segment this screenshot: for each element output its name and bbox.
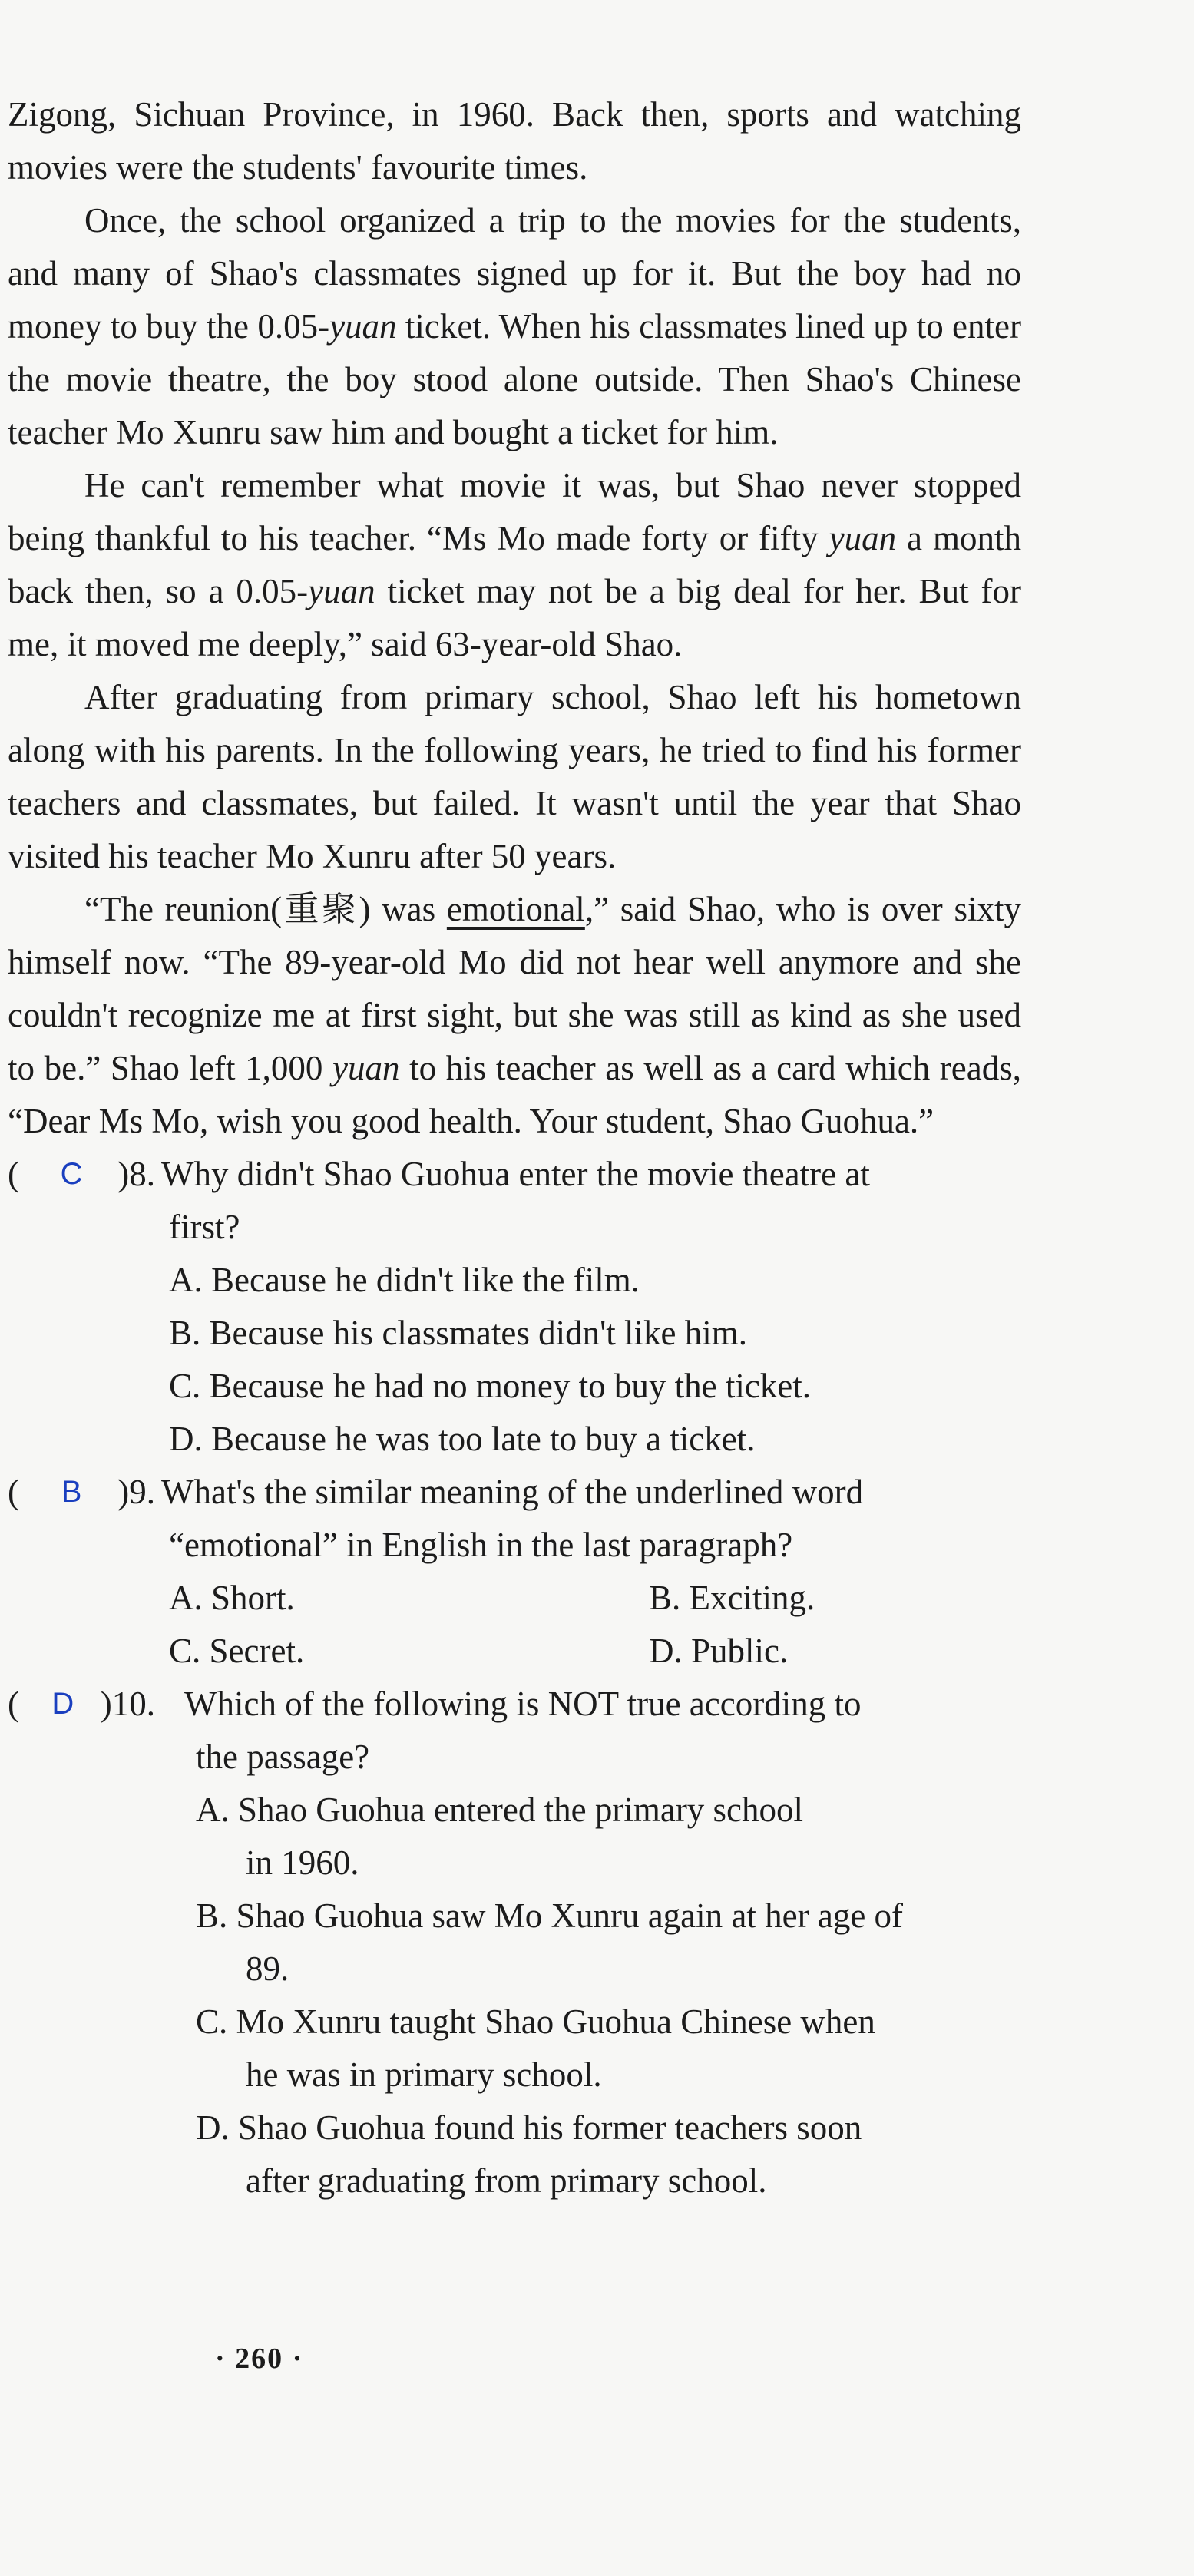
bracket-open: ( bbox=[8, 1685, 19, 1723]
question-text-cont: first? bbox=[169, 1208, 240, 1246]
bracket-close-number: )8. bbox=[117, 1155, 155, 1193]
option-c: C. Because he had no money to buy the ticket. bbox=[169, 1367, 812, 1405]
question-text: Why didn't Shao Guohua enter the movie theatre at bbox=[161, 1155, 870, 1193]
option-b: B. Exciting. bbox=[649, 1579, 815, 1617]
option-a: A. Short. bbox=[169, 1579, 295, 1617]
answer-bracket bbox=[8, 1678, 161, 1731]
question-10 bbox=[8, 1678, 1021, 2207]
question-text: What's the similar meaning of the underlined word bbox=[161, 1473, 864, 1511]
answer-letter: D bbox=[51, 1687, 74, 1721]
paragraph-text: to his teacher as well as a card which reads, “Dear Ms Mo, wish you good health. Your student, Shao Guohua.” bbox=[8, 1049, 1021, 1140]
passage-paragraph-1: Zigong, Sichuan Province, in 1960. Back then, sports and watching movies were the students' favourite times. bbox=[8, 95, 1021, 187]
page-number: · 260 · bbox=[215, 2343, 304, 2375]
paragraph-text: “The reunion(重聚) was bbox=[84, 890, 447, 928]
document-page bbox=[8, 88, 1021, 2207]
option-b bbox=[8, 1890, 1021, 1996]
passage-paragraph-5 bbox=[8, 883, 1021, 1148]
paragraph-text: He can't remember what movie it was, but Shao never stopped being thankful to his teacher. “Ms Mo made forty or fifty bbox=[8, 466, 1021, 557]
option-line: in 1960. bbox=[246, 1844, 359, 1882]
option-line: C. Mo Xunru taught Shao Guohua Chinese when bbox=[196, 2002, 875, 2041]
italic-word: yuan bbox=[308, 572, 375, 610]
option-c: C. Secret. bbox=[169, 1632, 305, 1670]
question-text-cont: the passage? bbox=[196, 1738, 370, 1776]
answer-letter: C bbox=[60, 1157, 83, 1191]
option-a bbox=[8, 1784, 1021, 1890]
answer-bracket bbox=[8, 1148, 161, 1201]
bracket-close-number: )10. bbox=[100, 1685, 155, 1723]
option-d: D. Public. bbox=[649, 1632, 789, 1670]
passage-paragraph-4: After graduating from primary school, Shao left his hometown along with his parents. In the following years, he tried to find his former teachers and classmates, but failed. It wasn't until the year that Shao visited his teacher Mo Xunru after 50 years. bbox=[8, 678, 1021, 875]
question-9 bbox=[8, 1466, 1021, 1678]
paragraph-text: a month back then, so a 0.05- bbox=[8, 519, 1021, 610]
option-d bbox=[8, 2101, 1021, 2207]
option-line: D. Shao Guohua found his former teachers soon bbox=[196, 2108, 862, 2147]
italic-word: yuan bbox=[329, 307, 397, 346]
answer-letter: B bbox=[61, 1475, 82, 1509]
paragraph-text: ticket. When his classmates lined up to enter the movie theatre, the boy stood alone outside. Then Shao's Chinese teacher Mo Xunru saw him and bought a ticket for him. bbox=[8, 307, 1021, 451]
option-line: B. Shao Guohua saw Mo Xunru again at her age of bbox=[196, 1896, 904, 1935]
question-text-cont: “emotional” in English in the last paragraph? bbox=[169, 1526, 793, 1564]
passage-paragraph-2 bbox=[8, 194, 1021, 459]
answer-bracket bbox=[8, 1466, 161, 1519]
question-text: Which of the following is NOT true according to bbox=[184, 1685, 862, 1723]
option-d: D. Because he was too late to buy a ticket. bbox=[169, 1420, 756, 1458]
bracket-close-number: )9. bbox=[117, 1473, 155, 1511]
bracket-open: ( bbox=[8, 1155, 19, 1193]
italic-word: yuan bbox=[829, 519, 897, 557]
option-line: after graduating from primary school. bbox=[246, 2161, 767, 2200]
italic-word: yuan bbox=[332, 1049, 400, 1087]
option-line: he was in primary school. bbox=[246, 2055, 602, 2094]
options-grid bbox=[8, 1572, 1021, 1678]
question-8 bbox=[8, 1148, 1021, 1466]
option-a: A. Because he didn't like the film. bbox=[169, 1261, 640, 1299]
passage-paragraph-3 bbox=[8, 459, 1021, 671]
underlined-word: emotional bbox=[446, 890, 585, 928]
paragraph-text: ,” said Shao, who is over sixty himself now. “The 89-year-old Mo did not hear well anymore and she couldn't recognize me at first sight, but she was still as kind as she used to be.” Shao left 1,000 bbox=[8, 890, 1021, 1087]
option-b: B. Because his classmates didn't like him. bbox=[169, 1314, 747, 1352]
option-line: 89. bbox=[246, 1949, 289, 1988]
paragraph-text: ticket may not be a big deal for her. But for me, it moved me deeply,” said 63-year-old Shao. bbox=[8, 572, 1021, 663]
option-c bbox=[8, 1996, 1021, 2101]
paragraph-text: Once, the school organized a trip to the movies for the students, and many of Shao's classmates signed up for it. But the boy had no money to buy the 0.05- bbox=[8, 201, 1021, 346]
bracket-open: ( bbox=[8, 1473, 19, 1511]
option-line: A. Shao Guohua entered the primary school bbox=[196, 1791, 804, 1829]
